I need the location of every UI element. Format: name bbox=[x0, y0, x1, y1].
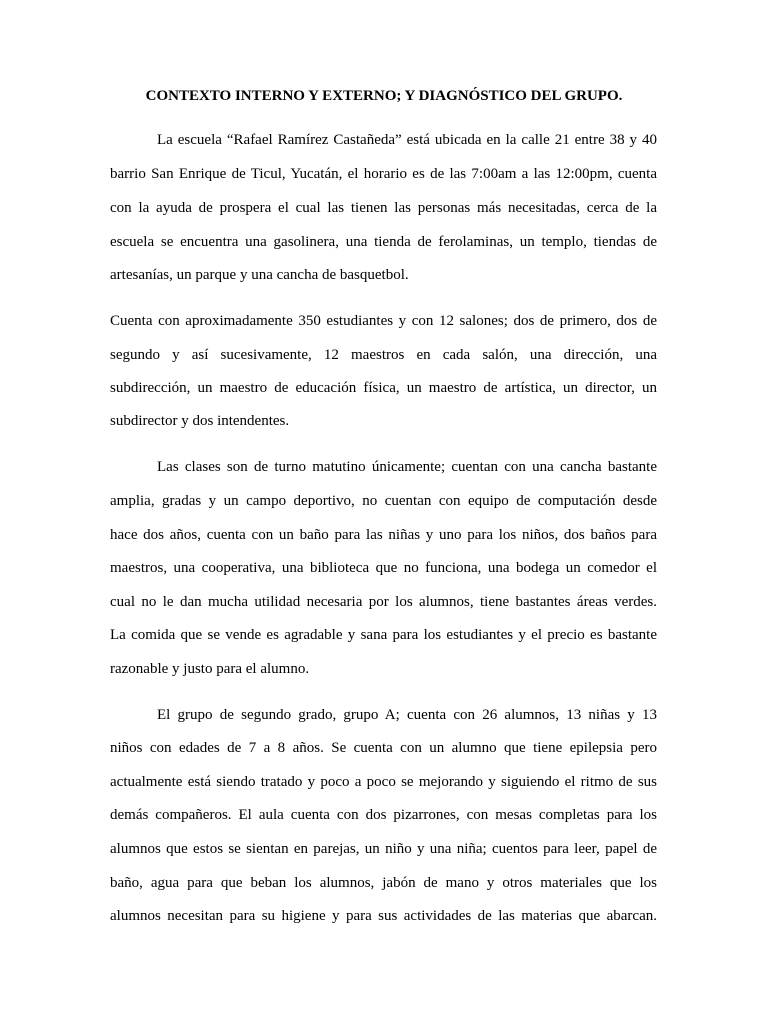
paragraph-3-line-3: hace dos años, cuenta con un baño para las niñas y uno para los niños, dos baños para bbox=[110, 527, 657, 543]
paragraph-1-line-3: con la ayuda de prospera el cual las tienen las personas más necesitadas, cerca de la bbox=[110, 200, 657, 216]
paragraph-1-line-1: La escuela “Rafael Ramírez Castañeda” está ubicada en la calle 21 entre 38 y 40 bbox=[157, 132, 657, 148]
paragraph-3-line-2: amplia, gradas y un campo deportivo, no cuentan con equipo de computación desde bbox=[110, 493, 657, 509]
paragraph-3-line-6: La comida que se vende es agradable y sana para los estudiantes y el precio es bastante bbox=[110, 627, 657, 643]
paragraph-3-line-7: razonable y justo para el alumno. bbox=[110, 661, 310, 677]
paragraph-4-line-7: alumnos necesitan para su higiene y para sus actividades de las materias que abarcan. bbox=[110, 908, 657, 924]
paragraph-3-line-1: Las clases son de turno matutino únicamente; cuentan con una cancha bastante bbox=[157, 459, 657, 475]
paragraph-3-line-4: maestros, una cooperativa, una biblioteca que no funciona, una bodega un comedor el bbox=[110, 560, 657, 576]
paragraph-1-line-4: escuela se encuentra una gasolinera, una tienda de ferolaminas, un templo, tiendas de bbox=[110, 234, 657, 250]
paragraph-4-line-3: actualmente está siendo tratado y poco a poco se mejorando y siguiendo el ritmo de sus bbox=[110, 774, 657, 790]
paragraph-4-line-6: baño, agua para que beban los alumnos, jabón de mano y otros materiales que los bbox=[110, 875, 657, 891]
paragraph-4-line-2: niños con edades de 7 a 8 años. Se cuenta con un alumno que tiene epilepsia pero bbox=[110, 740, 657, 756]
paragraph-1-line-5: artesanías, un parque y una cancha de basquetbol. bbox=[110, 267, 409, 283]
paragraph-4-line-5: alumnos que estos se sientan en parejas, un niño y una niña; cuentos para leer, papel de bbox=[110, 841, 657, 857]
paragraph-2-line-4: subdirector y dos intendentes. bbox=[110, 413, 290, 429]
paragraph-3-line-5: cual no le dan mucha utilidad necesaria por los alumnos, tiene bastantes áreas verdes. bbox=[110, 594, 657, 610]
paragraph-4-line-1: El grupo de segundo grado, grupo A; cuenta con 26 alumnos, 13 niñas y 13 bbox=[157, 707, 657, 723]
paragraph-2-line-2: segundo y así sucesivamente, 12 maestros en cada salón, una dirección, una bbox=[110, 347, 657, 363]
paragraph-2-line-3: subdirección, un maestro de educación física, un maestro de artística, un director, un bbox=[110, 380, 657, 396]
paragraph-2-line-1: Cuenta con aproximadamente 350 estudiantes y con 12 salones; dos de primero, dos de bbox=[110, 313, 657, 329]
paragraph-4-line-4: demás compañeros. El aula cuenta con dos pizarrones, con mesas completas para los bbox=[110, 807, 657, 823]
paragraph-1-line-2: barrio San Enrique de Ticul, Yucatán, el horario es de las 7:00am a las 12:00pm, cuenta bbox=[110, 166, 657, 182]
document-title: CONTEXTO INTERNO Y EXTERNO; Y DIAGNÓSTICO DEL GRUPO. bbox=[145, 88, 623, 104]
